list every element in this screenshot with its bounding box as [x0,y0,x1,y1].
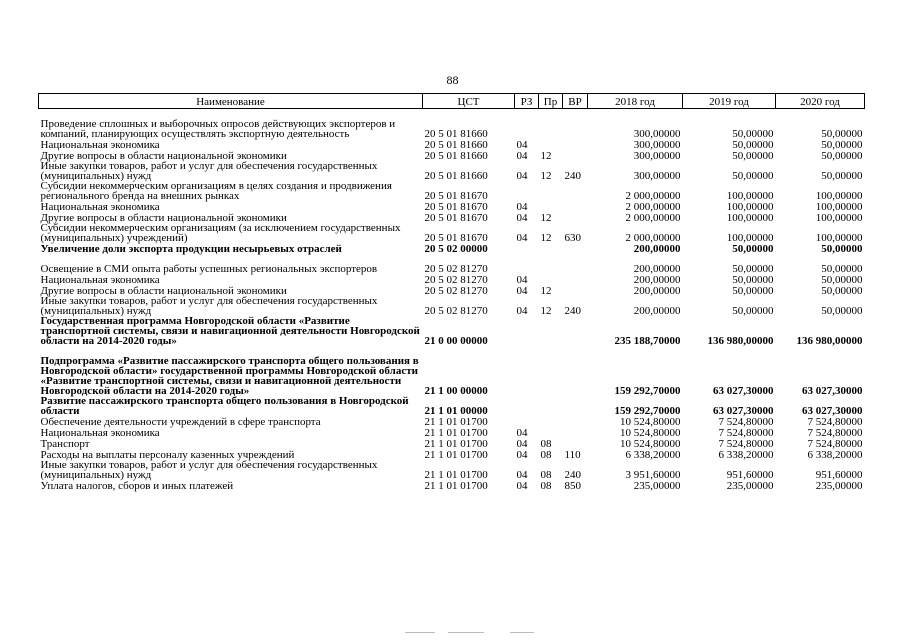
cell-y2020: 100,00000 [815,201,863,213]
cell-cst: 20 5 02 81270 [424,274,488,286]
cell-y2019: 6 338,20000 [718,449,774,461]
cell-y2018: 200,00000 [633,305,681,317]
cell-cst: 21 1 01 00000 [424,405,488,417]
cell-y2019: 100,00000 [726,190,774,202]
cell-y2018: 2 000,00000 [625,190,681,202]
cell-name: Субсидии некоммерческим организациям (за исключением государственных (муниципальных) учреждений) [40,222,401,244]
cell-pr [539,109,563,140]
table-row [39,427,865,438]
cell-name: Подпрограмма «Развитие пассажирского транспорта общего пользования в Новгородской области» государственной программы Новгородской области «Развитие транспортной системы, связи и навигационной деятельности Новгородской области на 2014-2020 годы» [40,355,419,397]
cell-y2019: 7 524,80000 [718,438,774,450]
cell-name: Государственная программа Новгородской области «Развитие транспортной системы, связи и навигационной деятельности Новгородской области на 2014-2020 годы» [40,315,420,347]
cell-y2020: 100,00000 [815,190,863,202]
cell-vr: 240 [564,469,581,481]
cell-y2020: 63 027,30000 [802,385,863,397]
cell-rz: 04 [516,212,528,224]
cell-pr: 12 [540,305,552,317]
cell-vr [563,396,588,416]
cell-cst: 21 1 01 01700 [424,438,488,450]
table-row [39,460,865,480]
cell-vr: 110 [564,449,581,461]
cell-cst: 20 5 01 81670 [424,232,488,244]
cell-y2019: 100,00000 [726,232,774,244]
cell-y2019: 50,00000 [732,128,774,140]
cell-rz: 04 [516,232,528,244]
cell-name: Другие вопросы в области национальной экономики [40,212,287,224]
cell-pr [539,243,563,254]
cell-cst: 21 1 01 01700 [424,469,488,481]
cell-y2020: 100,00000 [815,232,863,244]
cell-y2020: 7 524,80000 [807,427,863,439]
cell-cst: 21 0 00 00000 [424,335,488,347]
cell-pr [539,139,563,150]
cell-rz [515,396,539,416]
table-row [39,274,865,285]
cell-name: Проведение сплошных и выборочных опросов действующих экспортеров и компаний, планирующих осуществлять экспортную деятельность [40,118,396,140]
cell-y2020: 6 338,20000 [807,449,863,461]
cell-pr: 12 [540,285,552,297]
cell-cst: 20 5 02 81270 [424,263,488,275]
cell-vr [563,285,588,296]
cell-vr [563,316,588,346]
cell-pr [539,201,563,212]
cell-rz: 04 [516,305,528,317]
cell-vr [563,438,588,449]
header-vr: ВР [563,94,588,109]
header-2020: 2020 год [776,94,865,109]
cell-y2020: 50,00000 [821,285,863,297]
cell-pr [539,396,563,416]
cell-vr [563,346,588,396]
cell-y2019: 50,00000 [732,170,774,182]
cell-rz [515,243,539,254]
cell-name: Расходы на выплаты персоналу казенных учреждений [40,449,295,461]
table-row [39,416,865,427]
cell-name: Иные закупки товаров, работ и услуг для обеспечения государственных (муниципальных) нужд [40,459,378,481]
cell-y2018: 200,00000 [633,243,681,255]
budget-table [38,93,865,491]
cell-y2018: 6 338,20000 [625,449,681,461]
cell-y2019: 100,00000 [726,212,774,224]
cell-vr [563,109,588,140]
cell-y2018: 200,00000 [633,285,681,297]
cell-cst: 20 5 01 81660 [424,170,488,182]
cell-y2020: 50,00000 [821,170,863,182]
table-row [39,243,865,254]
cell-vr: 850 [564,480,581,492]
cell-y2018: 300,00000 [633,170,681,182]
cell-cst: 20 5 02 81270 [424,305,488,317]
cell-y2019: 50,00000 [732,150,774,162]
cell-cst: 21 1 01 01700 [424,449,488,461]
cell-cst: 20 5 01 81670 [424,212,488,224]
cell-vr: 630 [564,232,581,244]
cell-y2019: 63 027,30000 [713,405,774,417]
cell-y2019: 50,00000 [732,285,774,297]
footer-mark [405,632,435,633]
cell-y2019: 50,00000 [732,263,774,275]
cell-y2019: 50,00000 [732,305,774,317]
cell-cst: 21 1 00 00000 [424,385,488,397]
table-row [39,161,865,181]
cell-y2019: 235,00000 [726,480,774,492]
cell-rz [515,181,539,201]
table-row [39,109,865,140]
cell-y2019: 63 027,30000 [713,385,774,397]
cell-y2020: 235,00000 [815,480,863,492]
page-number: 88 [446,73,459,87]
cell-y2018: 200,00000 [633,274,681,286]
cell-y2018: 300,00000 [633,150,681,162]
cell-y2020: 100,00000 [815,212,863,224]
cell-y2020: 50,00000 [821,263,863,275]
table-row [39,316,865,346]
cell-y2020: 50,00000 [821,274,863,286]
cell-y2018: 235,00000 [633,480,681,492]
cell-y2020: 50,00000 [821,243,863,255]
cell-y2019: 7 524,80000 [718,416,774,428]
cell-vr [563,139,588,150]
header-rz: РЗ [515,94,539,109]
cell-y2019: 50,00000 [732,139,774,151]
cell-vr [563,427,588,438]
table-header-row [39,94,865,109]
cell-pr [539,274,563,285]
cell-y2018: 159 292,70000 [614,385,681,397]
cell-y2020: 7 524,80000 [807,416,863,428]
cell-y2018: 10 524,80000 [620,427,681,439]
cell-cst: 21 1 01 01700 [424,427,488,439]
cell-name: Иные закупки товаров, работ и услуг для обеспечения государственных (муниципальных) нужд [40,160,378,182]
cell-y2018: 2 000,00000 [625,201,681,213]
cell-rz: 04 [516,480,528,492]
cell-cst: 21 1 01 01700 [424,480,488,492]
cell-cst: 20 5 02 81270 [424,285,488,297]
cell-y2018: 300,00000 [633,128,681,140]
cell-name: Уплата налогов, сборов и иных платежей [40,480,234,492]
cell-vr [563,150,588,161]
cell-pr: 08 [540,469,552,481]
cell-cst: 20 5 01 81660 [424,128,488,140]
header-name: Наименование [39,94,423,109]
cell-vr [563,181,588,201]
cell-pr [539,346,563,396]
cell-rz: 04 [516,427,528,439]
cell-pr: 08 [540,438,552,450]
cell-vr: 240 [564,305,581,317]
cell-rz: 04 [516,449,528,461]
cell-y2019: 7 524,80000 [718,427,774,439]
table-row [39,346,865,396]
table-body [39,109,865,492]
cell-pr [539,181,563,201]
cell-name: Субсидии некоммерческим организациям в целях создания и продвижения регионального бренда на внешних рынках [40,180,392,202]
cell-y2018: 159 292,70000 [614,405,681,417]
cell-name: Другие вопросы в области национальной экономики [40,285,287,297]
cell-pr: 12 [540,212,552,224]
cell-vr [563,254,588,274]
cell-pr [539,416,563,427]
table-row [39,396,865,416]
cell-rz [515,109,539,140]
cell-pr: 12 [540,150,552,162]
cell-vr [563,201,588,212]
cell-cst: 20 5 01 81670 [424,190,488,202]
cell-pr [539,427,563,438]
table-row [39,480,865,491]
cell-y2018: 3 951,60000 [625,469,681,481]
cell-y2020: 50,00000 [821,150,863,162]
cell-pr: 08 [540,480,552,492]
cell-y2019: 100,00000 [726,201,774,213]
cell-rz: 04 [516,274,528,286]
cell-rz: 04 [516,285,528,297]
cell-rz: 04 [516,170,528,182]
table-row [39,139,865,150]
cell-y2019: 136 980,00000 [707,335,774,347]
table-row [39,181,865,201]
cell-pr: 08 [540,449,552,461]
cell-name: Освещение в СМИ опыта работы успешных региональных экспортеров [40,263,378,275]
cell-y2018: 2 000,00000 [625,212,681,224]
footer-mark [448,632,484,633]
cell-rz [515,416,539,427]
cell-name: Иные закупки товаров, работ и услуг для обеспечения государственных (муниципальных) нужд [40,295,378,317]
cell-pr: 12 [540,232,552,244]
cell-rz [515,254,539,274]
cell-pr [539,316,563,346]
cell-cst: 20 5 02 00000 [424,243,488,255]
cell-y2020: 7 524,80000 [807,438,863,450]
table-row [39,296,865,316]
cell-name: Национальная экономика [40,274,160,286]
cell-rz: 04 [516,201,528,213]
header-2018: 2018 год [588,94,683,109]
header-cst: ЦСТ [423,94,515,109]
cell-y2019: 951,60000 [726,469,774,481]
cell-y2018: 2 000,00000 [625,232,681,244]
cell-name: Транспорт [40,438,90,450]
cell-y2018: 200,00000 [633,263,681,275]
header-pr: Пр [539,94,563,109]
cell-cst: 20 5 01 81660 [424,150,488,162]
cell-rz: 04 [516,139,528,151]
footer-mark [510,632,534,633]
cell-y2019: 50,00000 [732,274,774,286]
cell-pr: 12 [540,170,552,182]
cell-y2020: 50,00000 [821,128,863,140]
cell-rz: 04 [516,150,528,162]
cell-name: Другие вопросы в области национальной экономики [40,150,287,162]
cell-rz: 04 [516,469,528,481]
cell-y2020: 136 980,00000 [796,335,863,347]
cell-y2018: 235 188,70000 [614,335,681,347]
cell-cst: 20 5 01 81670 [424,201,488,213]
cell-pr [539,254,563,274]
header-2019: 2019 год [683,94,776,109]
cell-name: Национальная экономика [40,139,160,151]
cell-name: Национальная экономика [40,427,160,439]
cell-rz: 04 [516,438,528,450]
table-row [39,201,865,212]
cell-y2018: 10 524,80000 [620,438,681,450]
table-row [39,254,865,274]
cell-cst: 21 1 01 01700 [424,416,488,428]
cell-name: Увеличение доли экспорта продукции несырьевых отраслей [40,243,342,255]
cell-y2018: 300,00000 [633,139,681,151]
cell-y2020: 63 027,30000 [802,405,863,417]
cell-y2020: 50,00000 [821,305,863,317]
cell-cst: 20 5 01 81660 [424,139,488,151]
cell-vr [563,416,588,427]
cell-rz [515,346,539,396]
cell-y2020: 50,00000 [821,139,863,151]
cell-vr [563,212,588,223]
table-row [39,438,865,449]
cell-y2020: 951,60000 [815,469,863,481]
cell-vr [563,243,588,254]
cell-rz [515,316,539,346]
cell-vr: 240 [564,170,581,182]
cell-name: Обеспечение деятельности учреждений в сфере транспорта [40,416,321,428]
cell-name: Национальная экономика [40,201,160,213]
table-row [39,223,865,243]
cell-y2019: 50,00000 [732,243,774,255]
cell-name: Развитие пассажирского транспорта общего пользования в Новгородской области [40,395,409,417]
cell-y2018: 10 524,80000 [620,416,681,428]
cell-vr [563,274,588,285]
